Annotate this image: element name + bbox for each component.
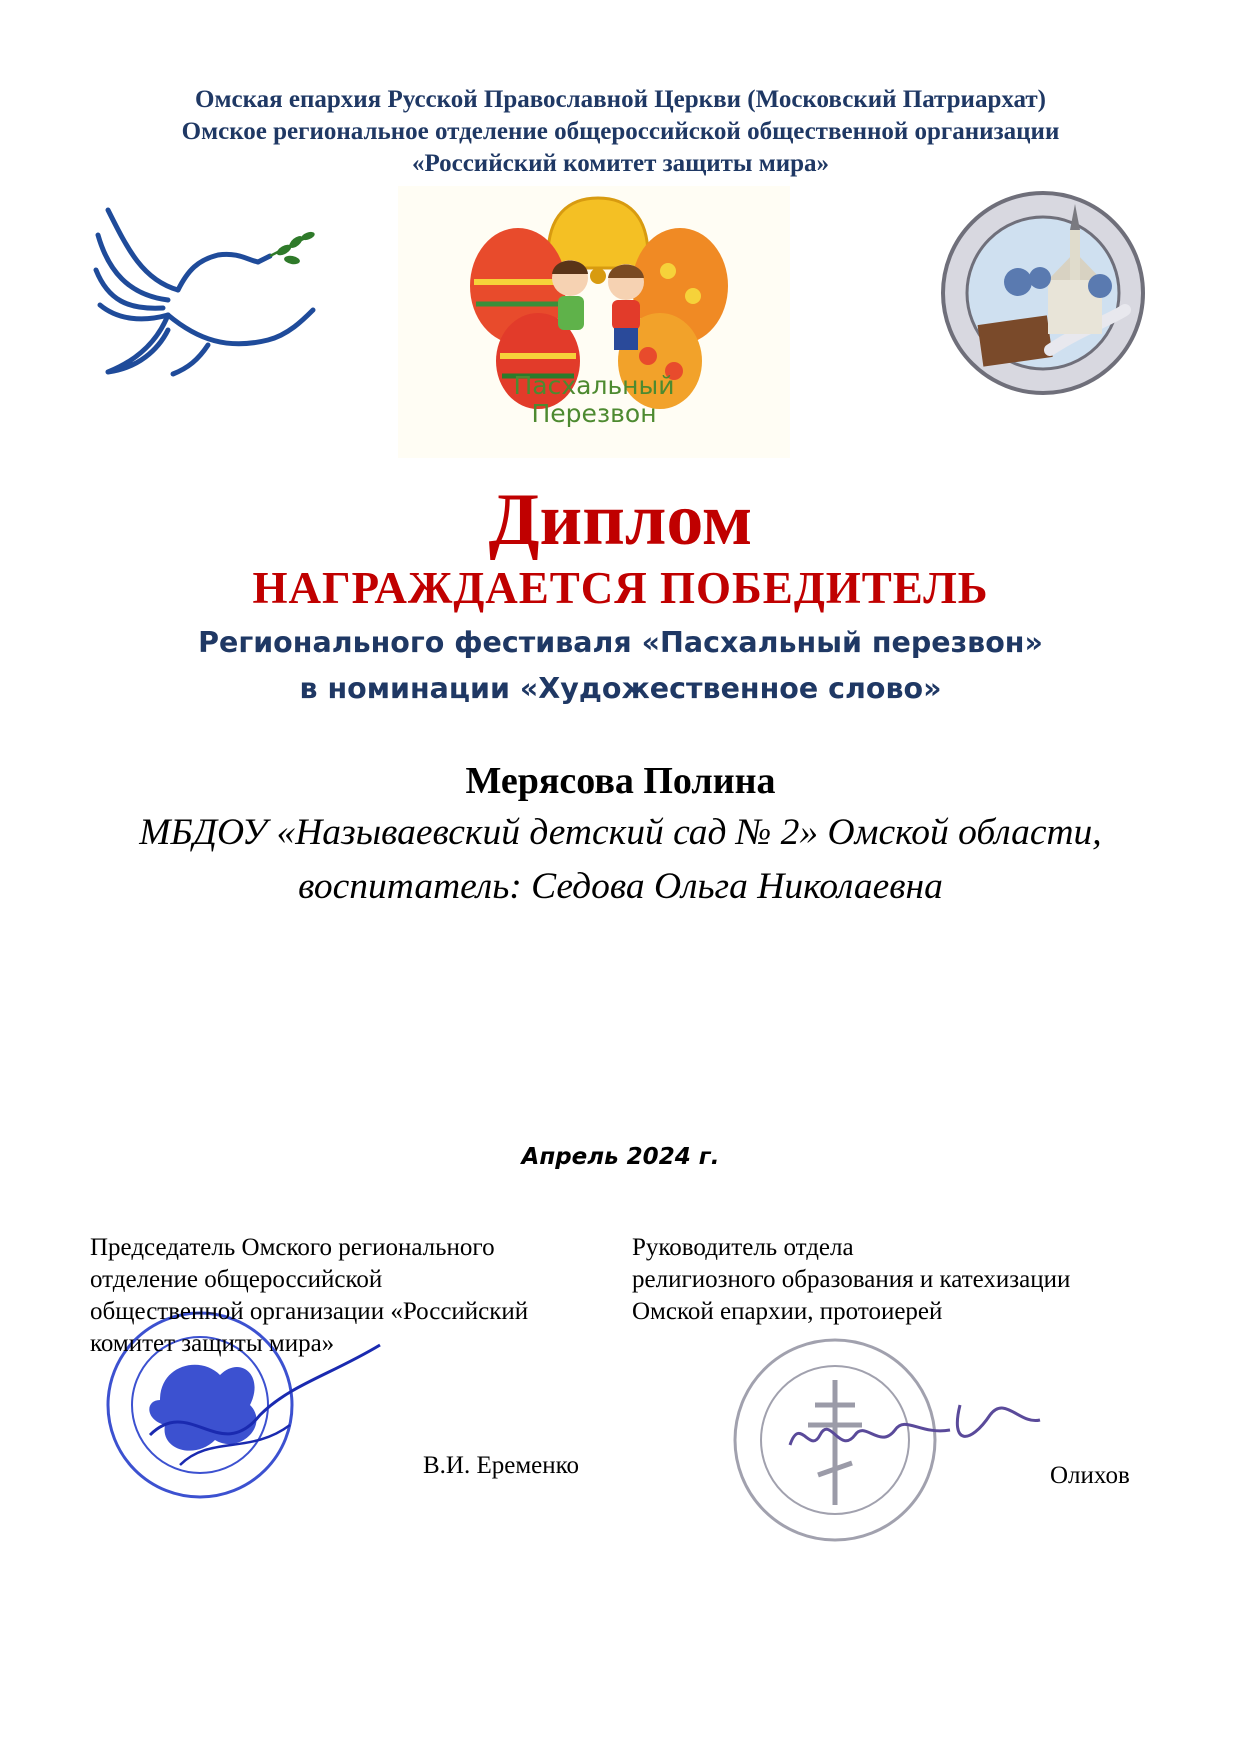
header-line-3: «Российский комитет защиты мира» [411,150,830,177]
award-heading: НАГРАЖДАЕТСЯ ПОБЕДИТЕЛЬ [252,563,989,613]
right-signatory-line-2: религиозного образования и катехизации [632,1266,1071,1293]
left-signatory-line-4: комитет защиты мира» [90,1330,335,1357]
diploma-title: Диплом [488,479,753,561]
left-signatory-line-2: отделение общероссийской [90,1266,383,1293]
festival-line-2: в номинации «Художественное слово» [299,672,942,705]
winner-name: Мерясова Полина [465,760,776,802]
right-signatory-line-1: Руководитель отдела [632,1234,854,1261]
eparchy-stamp-icon [720,1335,1050,1545]
organization-line-2: воспитатель: Седова Ольга Николаевна [298,866,943,907]
right-signatory-title [632,1232,1070,1328]
festival-logo [398,186,790,458]
header-line-2: Омское региональное отделение общероссийской общественной организации [181,118,1060,145]
organization-line-1: МБДОУ «Называевский детский сад № 2» Омской области, [139,812,1102,853]
left-signatory-title [90,1232,528,1360]
header-line-1: Омская епархия Русской Православной Церкви (Московский Патриархат) [195,86,1046,113]
left-signatory-name: В.И. Еременко [423,1452,580,1479]
catechesis-department-seal-icon [940,190,1146,396]
header-organizations [0,84,1241,180]
festival-logo-line-1: Пасхальный [513,371,675,400]
winner-organization [0,806,1241,914]
festival-nomination [0,620,1241,712]
issue-date: Апрель 2024 г. [521,1144,720,1170]
right-signatory-line-3: Омской епархии, протоиерей [632,1298,943,1325]
right-signatory-name: Олихов [1050,1462,1130,1489]
left-signatory-line-3: общественной организации «Российский [90,1298,529,1325]
festival-logo-line-2: Перезвон [531,399,657,428]
festival-line-1: Регионального фестиваля «Пасхальный перезвон» [198,626,1043,659]
dove-logo-icon [88,190,330,380]
left-signatory-line-1: Председатель Омского регионального [90,1234,495,1261]
